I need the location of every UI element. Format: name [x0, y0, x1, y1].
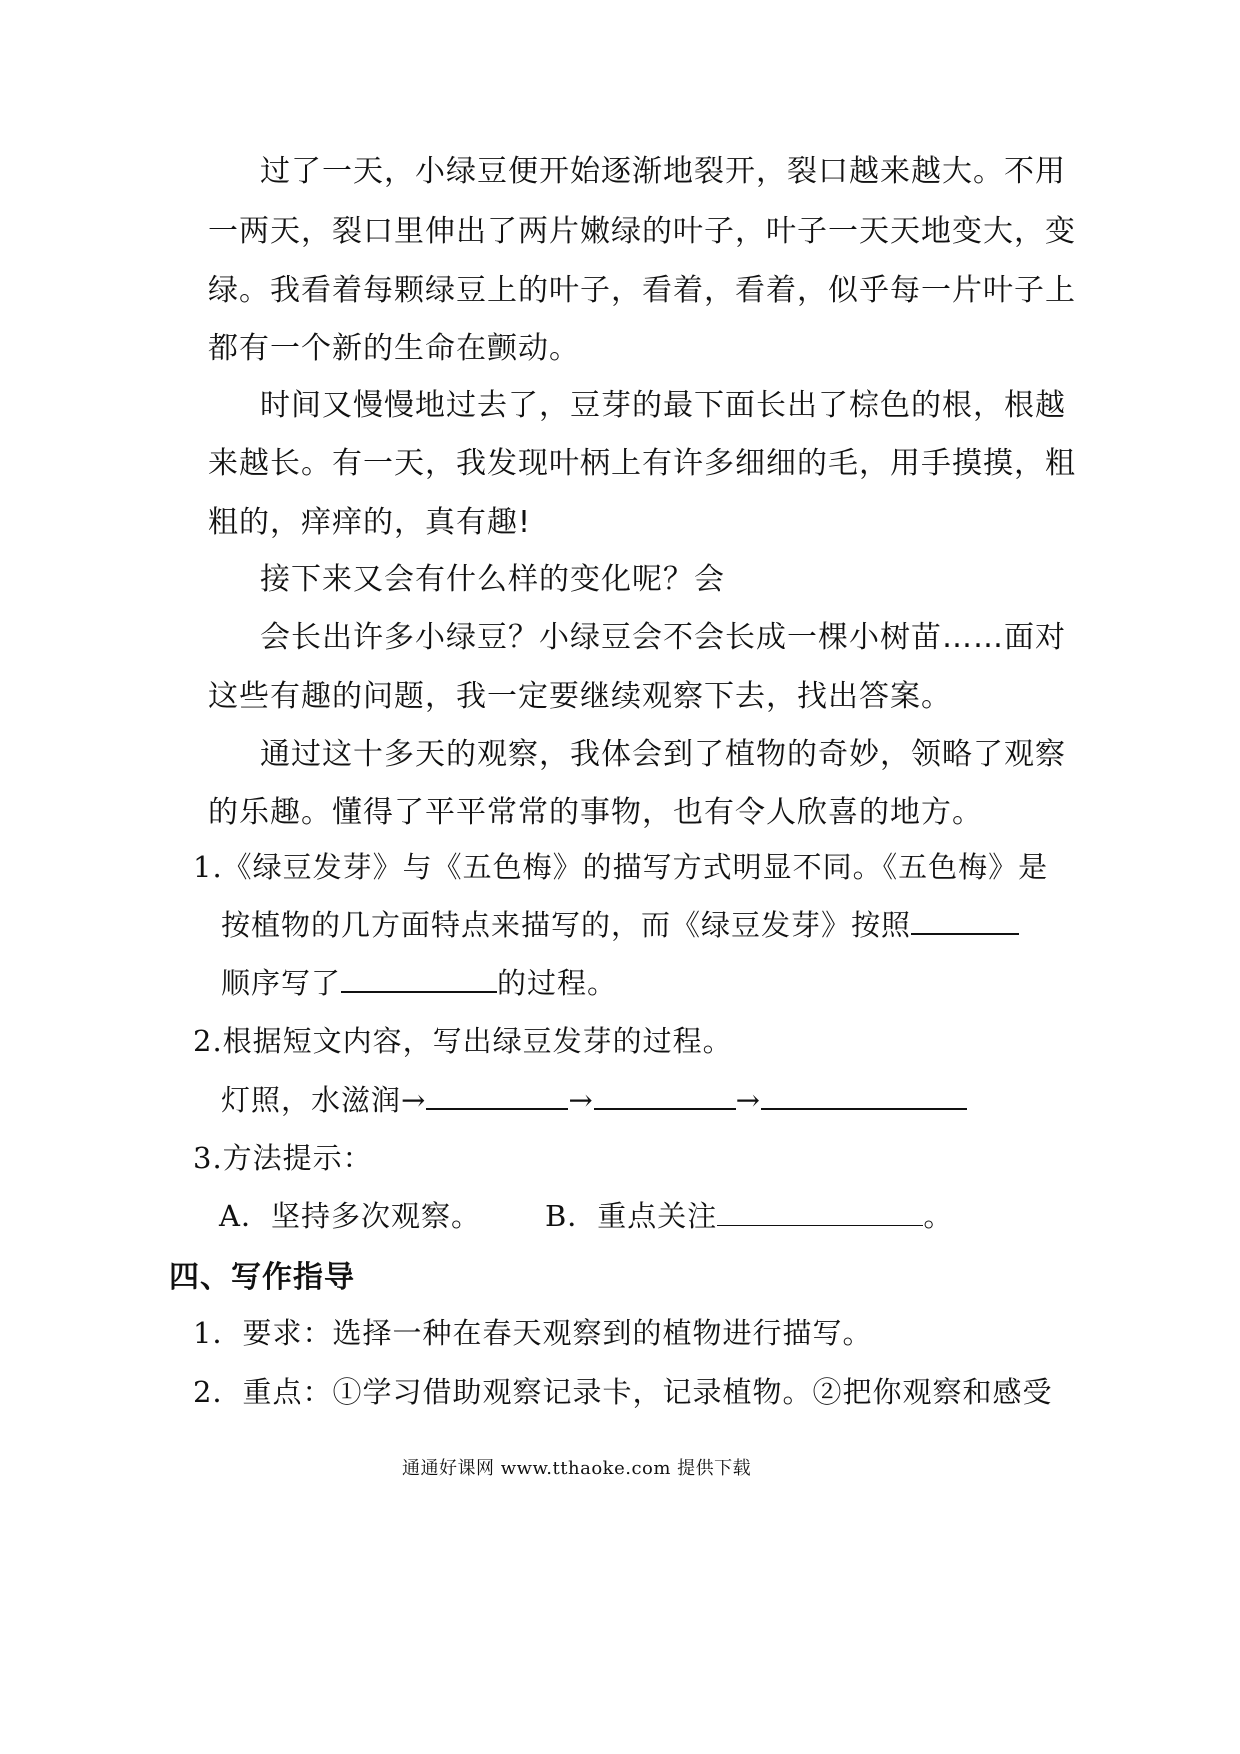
option-b-text: B．重点关注 — [545, 1199, 718, 1233]
passage-line: 来越长。有一天，我发现叶柄上有许多细细的毛，用手摸摸，粗 — [208, 446, 1076, 481]
arrow-icon: → — [735, 1083, 761, 1117]
question-1-line2-text: 按植物的几方面特点来描写的，而《绿豆发芽》按照 — [221, 908, 912, 942]
passage-line: 通过这十多天的观察，我体会到了植物的奇妙，领略了观察 — [260, 737, 1066, 772]
passage-line: 一两天，裂口里伸出了两片嫩绿的叶子，叶子一天天地变大，变 — [208, 214, 1076, 249]
option-a: A．坚持多次观察。 — [219, 1199, 481, 1233]
answer-blank-process[interactable] — [341, 961, 497, 993]
passage-line: 会长出许多小绿豆？小绿豆会不会长成一棵小树苗……面对 — [260, 620, 1066, 655]
question-2-text: 2.根据短文内容，写出绿豆发芽的过程。 — [193, 1024, 733, 1058]
question-1-line3-post: 的过程。 — [497, 966, 618, 1000]
question-1-line2 — [221, 903, 1019, 944]
passage-line: 接下来又会有什么样的变化呢？会 — [260, 562, 725, 597]
answer-blank-stage-3[interactable] — [761, 1078, 967, 1110]
guide-item-2: 2．重点：①学习借助观察记录卡，记录植物。②把你观察和感受 — [193, 1375, 1053, 1409]
passage-line: 粗的，痒痒的，真有趣! — [208, 505, 532, 540]
chain-start: 灯照，水滋润→ — [221, 1083, 427, 1117]
arrow-icon: → — [568, 1083, 594, 1117]
question-1-text: 1.《绿豆发芽》与《五色梅》的描写方式明显不同。《五色梅》是 — [193, 850, 1049, 884]
answer-blank-stage-1[interactable] — [426, 1078, 568, 1110]
section-heading: 四、写作指导 — [169, 1260, 355, 1295]
page-footer: 通通好课网 www.tthaoke.com 提供下载 — [402, 1458, 752, 1479]
passage-line: 都有一个新的生命在颤动。 — [208, 331, 580, 366]
passage-line: 这些有趣的问题，我一定要继续观察下去，找出答案。 — [208, 679, 952, 714]
passage-line: 时间又慢慢地过去了，豆芽的最下面长出了棕色的根，根越 — [260, 388, 1066, 423]
question-1-line3 — [221, 961, 617, 1002]
answer-blank-order[interactable] — [911, 903, 1019, 935]
guide-item-1: 1．要求：选择一种在春天观察到的植物进行描写。 — [193, 1316, 873, 1350]
passage-line: 的乐趣。懂得了平平常常的事物，也有令人欣喜的地方。 — [208, 795, 983, 830]
passage-line: 绿。我看着每颗绿豆上的叶子，看着，看着，似乎每一片叶子上 — [208, 273, 1076, 308]
answer-blank-stage-2[interactable] — [594, 1078, 736, 1110]
question-1-line3-pre: 顺序写了 — [221, 966, 342, 1000]
question-2-chain — [221, 1078, 967, 1119]
question-3-text: 3.方法提示： — [193, 1141, 373, 1175]
option-b-end: 。 — [923, 1199, 954, 1233]
option-b — [545, 1194, 953, 1235]
passage-line: 过了一天，小绿豆便开始逐渐地裂开，裂口越来越大。不用 — [260, 154, 1066, 189]
answer-blank-focus[interactable] — [717, 1195, 923, 1226]
